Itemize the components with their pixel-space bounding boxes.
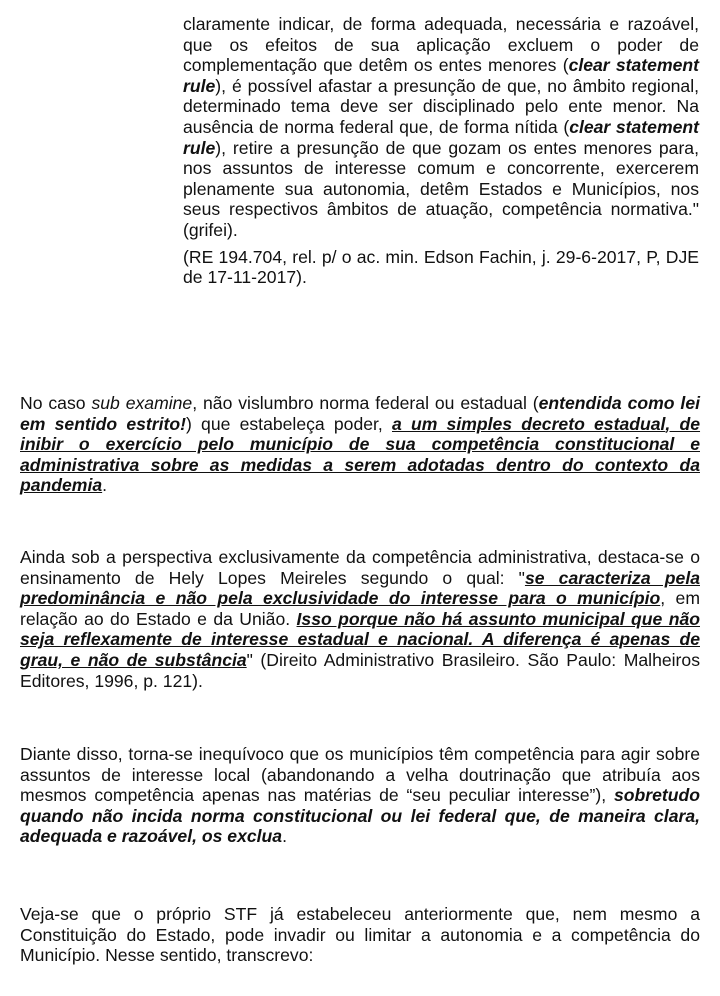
text-part: Veja-se que o próprio STF já estabeleceu anteriormente que, nem mesmo a Constituição do Estado, pode invadir ou limitar a autonomia e a competência do Município. Nesse sentido, transcrevo:	[20, 904, 700, 966]
quote-emphasis: clear statement rule	[183, 116, 699, 158]
text-part: .	[282, 826, 287, 847]
text-part: Diante disso, torna-se inequívoco que os municípios têm competência para agir sobre assuntos de interesse local (abandonando a velha doutrinação que atribuía aos mesmos competência apenas nas matérias de “seu peculiar interesse”),	[20, 744, 700, 806]
paragraph-diante-disso	[20, 744, 700, 847]
text-part: ) que estabeleça poder,	[186, 413, 392, 434]
text-emphasis: sobretudo quando não incida norma constitucional ou lei federal que, de maneira clara, adequada e razoável, os exclua	[20, 785, 700, 847]
paragraph-veja-se	[20, 904, 700, 966]
text-emphasis-underlined: , de inibir o exercício pelo município de sua competência constitucional e administrativa sobre as medidas a serem adotadas dentro do contexto da pandemia	[20, 413, 701, 496]
paragraph-hely-lopes	[20, 547, 700, 691]
text-part: " (Direito Administrativo Brasileiro. São Paulo: Malheiros Editores, 1996, p. 121).	[20, 649, 700, 691]
quote-text	[183, 14, 699, 241]
text-emphasis-underlined: se caracteriza pela predominância e não pela exclusividade do interesse para o município	[20, 567, 700, 609]
text-part: .	[102, 475, 108, 496]
text-part: Ainda sob a perspectiva exclusivamente da competência administrativa, destaca-se o ensinamento de Hely Lopes Meireles segundo o qual: "	[20, 547, 700, 588]
paragraph-sub-examine	[20, 393, 700, 496]
text-italic: sub examine	[91, 393, 193, 413]
text-part: No caso	[20, 393, 92, 413]
quote-emphasis: clear statement rule	[183, 55, 699, 96]
block-quote	[183, 14, 699, 288]
text-emphasis-underlined: a um simples decreto estadual	[392, 413, 666, 434]
quote-text-part: ), retire a presunção de que gozam os entes menores para, nos assuntos de interesse comum e concorrente, exercerem plenamente sua autonomia, detêm Estados e Municípios, nos seus respectivos âmbitos de atuação, competência normativa." (grifei).	[183, 137, 699, 240]
text-part: , não vislumbro norma federal ou estadual (	[192, 393, 539, 413]
text-emphasis: entendida como lei em sentido estrito!	[20, 393, 700, 434]
text-part: , em relação ao do Estado e da União.	[20, 588, 700, 629]
quote-text-part: ), é possível afastar a presunção de que, no âmbito regional, determinado tema deve ser disciplinado pelo ente menor. Na ausência de norma federal que, de forma nítida (	[183, 75, 699, 137]
quote-text-part: claramente indicar, de forma adequada, necessária e razoável, que os efeitos de sua aplicação excluem o poder de complementação que detêm os entes menores (	[183, 14, 699, 76]
text-emphasis-underlined: Isso porque não há assunto municipal que não seja reflexamente de interesse estadual e nacional. A diferença é apenas de grau, e não de substância	[20, 608, 700, 670]
quote-citation: (RE 194.704, rel. p/ o ac. min. Edson Fachin, j. 29-6-2017, P, DJE de 17-11-2017).	[183, 246, 699, 288]
